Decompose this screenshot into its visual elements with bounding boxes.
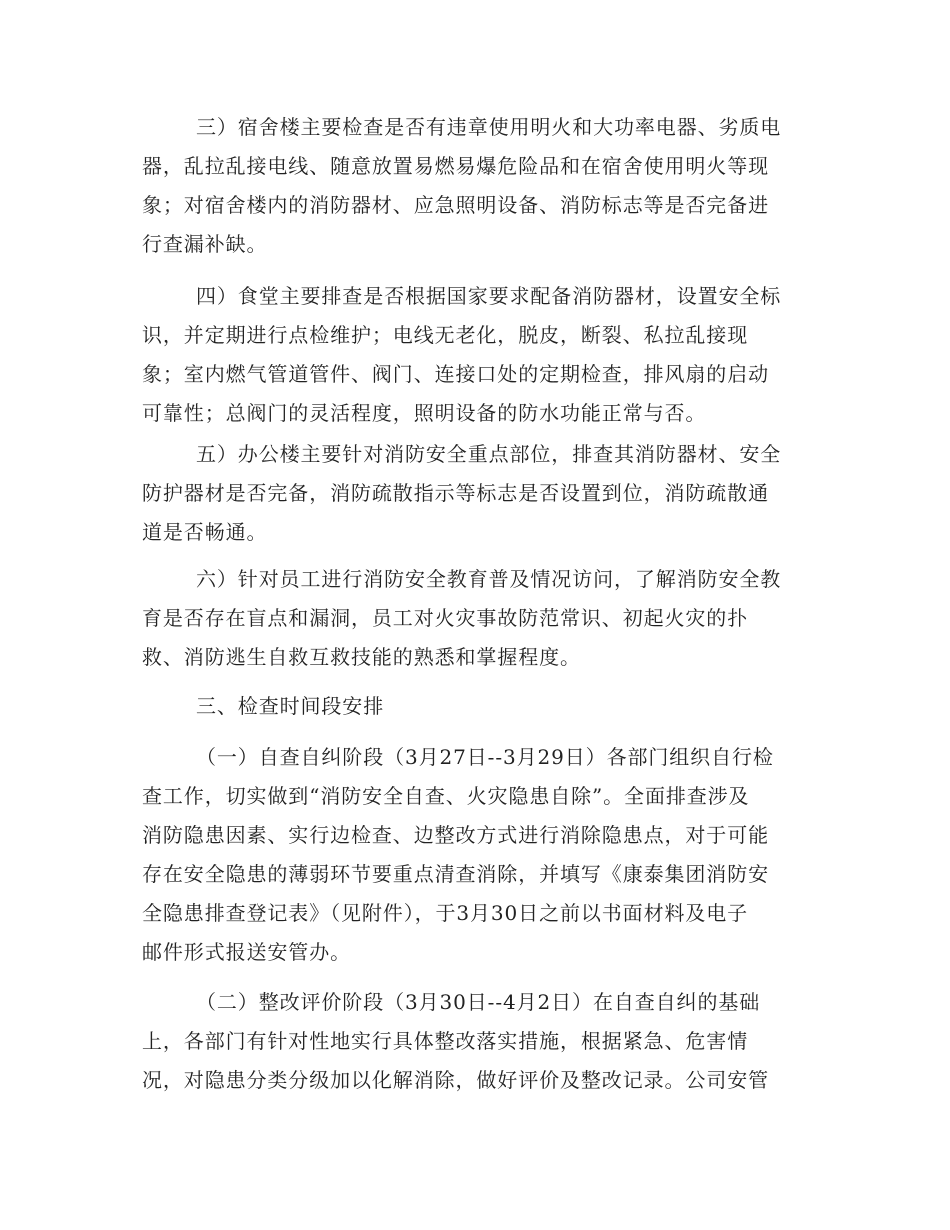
paragraph-rectification-stage (142, 983, 810, 1100)
text-line: 防护器材是否完备，消防疏散指示等标志是否设置到位，消防疏散通 (142, 481, 769, 505)
text-line: 救、消防逃生自救互救技能的熟悉和掌握程度。 (142, 645, 581, 669)
text-line: 全隐患排查登记表》（见附件），于3月30日之前以书面材料及电子 (142, 901, 749, 925)
text-line: 六）针对员工进行消防安全教育普及情况访问，了解消防安全教 (196, 567, 782, 591)
paragraph-canteen-inspection (142, 277, 810, 433)
text-line: 道是否畅通。 (142, 520, 268, 544)
text-line: （二）整改评价阶段（3月30日--4月2日）在自查自纠的基础 (196, 990, 761, 1014)
text-line: 消防隐患因素、实行边检查、边整改方式进行消除隐患点，对于可能 (142, 823, 769, 847)
paragraph-staff-education (142, 560, 810, 677)
section-heading: 三、检查时间段安排 (196, 694, 385, 718)
text-line: 况，对隐患分类分级加以化解消除，做好评价及整改记录。公司安管 (142, 1068, 769, 1092)
section-heading-schedule (142, 687, 810, 726)
paragraph-self-check-stage (142, 738, 810, 972)
text-line: 五）办公楼主要针对消防安全重点部位，排查其消防器材、安全 (196, 442, 782, 466)
text-line: 上，各部门有针对性地实行具体整改落实措施，根据紧急、危害情 (142, 1029, 749, 1053)
text-line: 存在安全隐患的薄弱环节要重点清查消除，并填写《康泰集团消防安 (142, 862, 769, 886)
text-line: 育是否存在盲点和漏洞，员工对火灾事故防范常识、初起火灾的扑 (142, 606, 749, 630)
text-line: 行查漏补缺。 (142, 232, 268, 256)
text-line: （一）自查自纠阶段（3月27日--3月29日）各部门组织自行检 (196, 745, 774, 769)
paragraph-dormitory-inspection (142, 108, 810, 264)
paragraph-office-inspection (142, 435, 810, 552)
text-line: 四）食堂主要排查是否根据国家要求配备消防器材，设置安全标 (196, 284, 782, 308)
text-line: 识，并定期进行点检维护；电线无老化，脱皮，断裂、私拉乱接现 (142, 323, 749, 347)
text-line: 器，乱拉乱接电线、随意放置易燃易爆危险品和在宿舍使用明火等现 (142, 154, 769, 178)
text-line: 邮件形式报送安管办。 (142, 940, 351, 964)
text-line: 查工作，切实做到“消防安全自查、火灾隐患自除”。全面排查涉及 (142, 784, 750, 808)
text-line: 三）宿舍楼主要检查是否有违章使用明火和大功率电器、劣质电 (196, 115, 782, 139)
text-line: 象；对宿舍楼内的消防器材、应急照明设备、消防标志等是否完备进 (142, 193, 769, 217)
text-line: 可靠性；总阀门的灵活程度，照明设备的防水功能正常与否。 (142, 401, 707, 425)
text-line: 象；室内燃气管道管件、阀门、连接口处的定期检查，排风扇的启动 (142, 362, 769, 386)
